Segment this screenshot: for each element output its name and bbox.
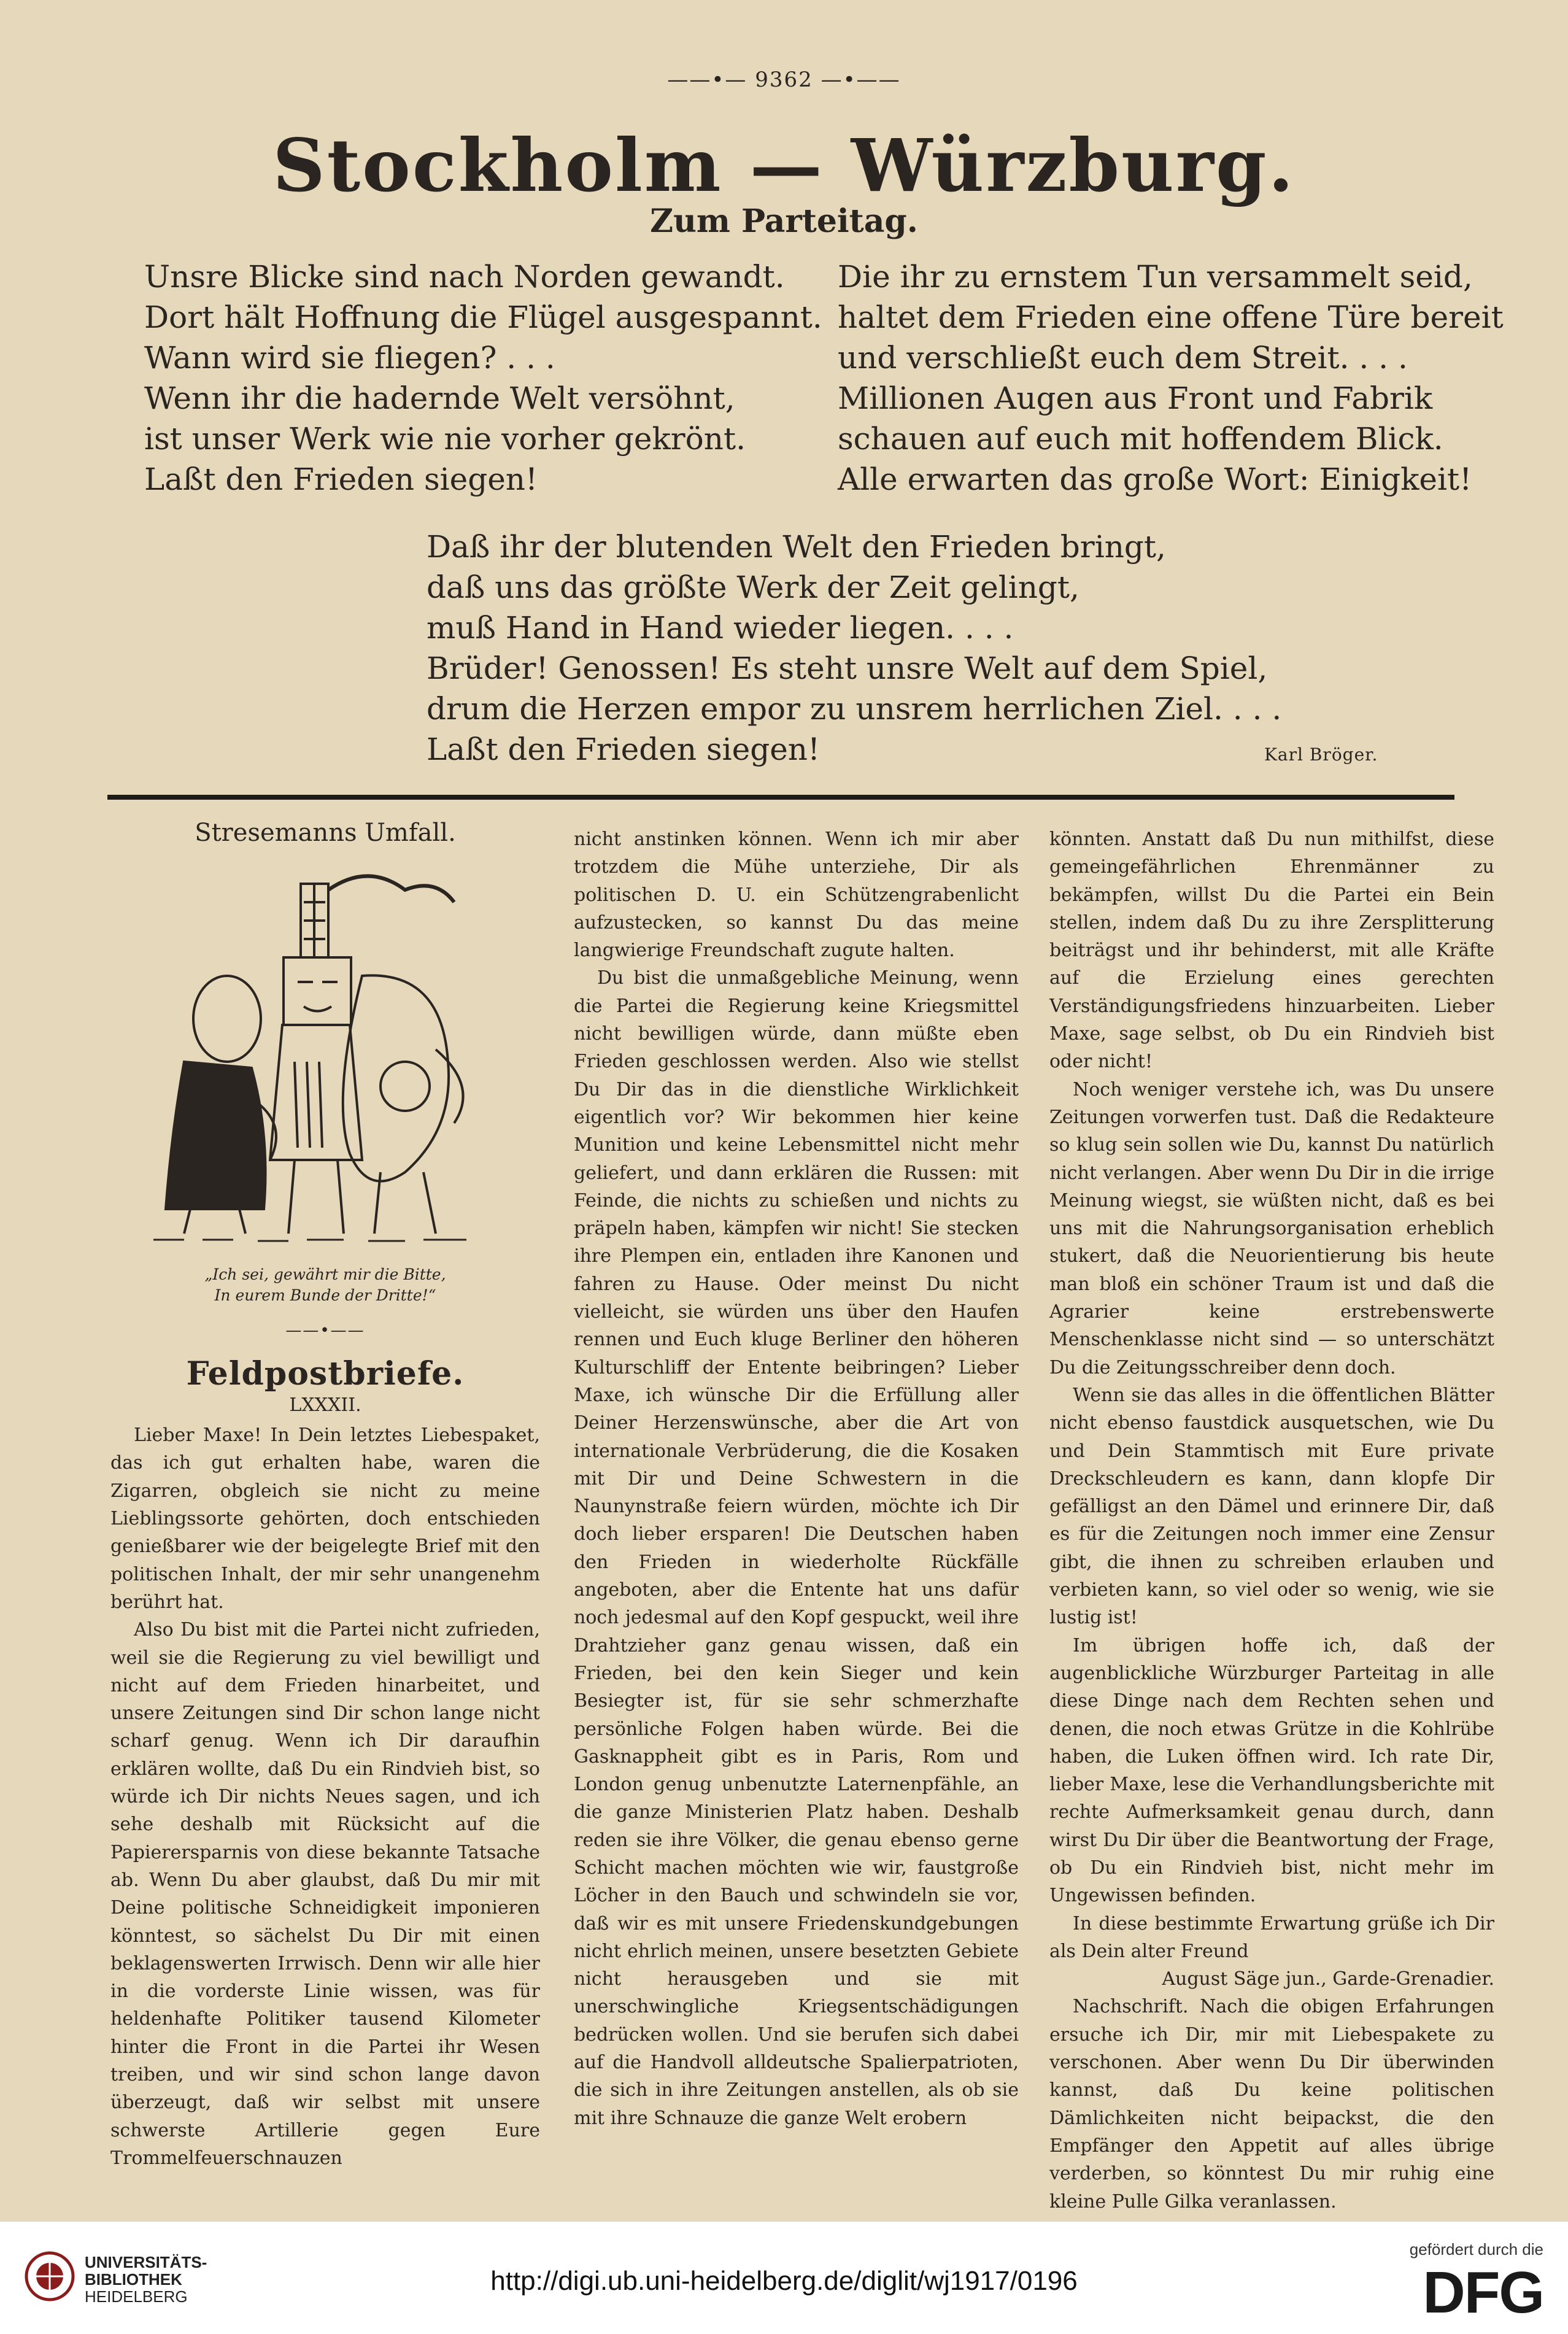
cartoon-title: Stresemanns Umfall. xyxy=(195,819,456,847)
poem-line: Wenn ihr die hadernde Welt versöhnt, xyxy=(144,381,735,416)
section-divider xyxy=(107,795,1454,800)
letter-paragraph: Im übrigen hoffe ich, daß der augenblickliche Würzburger Parteitag in alle diese Dinge nach dem Rechten sehen und denen, die noch etwas Grütze in die Kohlrübe haben, die Luken öffnen wird. Ich rate Dir, lieber Maxe, lese die Verhandlungsberichte mit rechte Aufmerksamkeit genau durch, dann wirst Du Dir über die Beantwortung der Frage, ob Du ein Rindvieh bist, nicht mehr im Ungewissen befinden. xyxy=(1049,1634,1494,1907)
poem-line: schauen auf euch mit hoffendem Blick. xyxy=(838,421,1443,457)
poem-line: Laßt den Frieden siegen! xyxy=(427,732,821,767)
poem-line: haltet dem Frieden eine offene Türe bereit xyxy=(838,299,1504,335)
column-3 xyxy=(1049,825,1494,2216)
letter-number: LXXXII. xyxy=(289,1394,361,1416)
poem-line: muß Hand in Hand wieder liegen. . . . xyxy=(427,610,1014,646)
page-number-text: 9362 xyxy=(755,68,813,92)
poem-line: Die ihr zu ernstem Tun versammelt seid, xyxy=(838,259,1473,295)
poem-line: Millionen Augen aus Front und Fabrik xyxy=(838,381,1433,416)
ornament-left: ——•— xyxy=(667,68,747,92)
letter-paragraph: Also Du bist mit die Partei nicht zufrieden, weil sie die Regierung zu viel bewilligt und nicht auf dem Frieden hinarbeitet, und unsere Zeitungen sind Dir schon lange nicht scharf genug. Wenn ich Dir daraufhin erklären wollte, daß Du ein Rindvieh bist, so würde ich Dir nichts Neues sagen, und ich sehe deshalb mit Rücksicht auf die Papierersparnis von diese bekannte Tatsache ab. Wenn Du aber glaubst, daß Du mir mit Deine politische Schneidigkeit imponieren könntest, so sächelst Du Dir mit einen beklagenswerten Irrwisch. Denn wir alle hier in die vorderste Linie wissen, was für heldenhafte Politiker tausend Kilometer hinter die Front in die Partei ihr Wesen treiben, und wir sind schon lange davon überzeugt, daß wir selbst mit unsere schwerste Artillerie gegen Eure Trommelfeuerschnauzen xyxy=(110,1619,540,2169)
letter-paragraph: Wenn sie das alles in die öffentlichen Blätter nicht ebenso faustdick ausquetschen, wie Du und Dein Stammtisch mit Eure private Dreckschleudern es kann, dann klopfe Dir gefälligst an den Dämel und erinnere Dir, daß es für die Zeitungen noch immer eine Zensur gibt, die ihnen zu schreiben erlauben und verbieten kann, so viel oder so wenig, wie sie lustig ist! xyxy=(1049,1384,1494,1629)
poem-line: Daß ihr der blutenden Welt den Frieden bringt, xyxy=(427,529,1166,565)
funded-by-label: gefördert durch die xyxy=(1409,2240,1543,2259)
letter-paragraph: nicht anstinken können. Wenn ich mir aber trotzdem die Mühe unterziehe, Dir als politischen D. U. ein Schützengrabenlicht aufzustecken, so kannst Du das meine langwierige Freundschaft zugute halten. xyxy=(574,829,1019,962)
poem-stanza-2 xyxy=(838,257,1504,500)
left-figure-head xyxy=(193,976,261,1062)
box-head xyxy=(284,957,351,1025)
poem-title: Stockholm — Würzburg. xyxy=(272,123,1296,208)
letter-signature: August Säge jun., Garde-Grenadier. xyxy=(1162,1968,1494,1990)
cartoon-caption-line: „Ich sei, gewährt mir die Bitte, xyxy=(204,1266,446,1284)
letter-paragraph: Noch weniger verstehe ich, was Du unsere Zeitungen vorwerfen tust. Daß die Redakteure so klug sein sollen wie Du, kannst Du natürlich nicht verlangen. Aber wenn Du Dir in die irrige Meinung wiegst, sie wüßten nicht, daß es bei uns mit die Nahrungsorganisation erheblich stukert, daß die Neuorientierung bis heute man bloß ein schöner Traum ist und daß die Agrarier keine erstrebenswerte Menschenklasse nicht sind — so unterschätzt Du die Zeitungsschreiber denn doch. xyxy=(1049,1078,1494,1378)
poem-stanza-3 xyxy=(427,527,1281,770)
cartoon-illustration xyxy=(147,865,503,1258)
chimney-smoke xyxy=(328,876,454,903)
dfg-logo[interactable]: DFG xyxy=(1423,2260,1543,2325)
column-2 xyxy=(574,825,1019,2132)
library-name-line: HEIDELBERG xyxy=(85,2287,188,2306)
ornament-divider: ——•—— xyxy=(285,1321,365,1340)
letter-paragraph: Lieber Maxe! In Dein letztes Liebespaket, das ich gut erhalten habe, waren die Zigarren, obgleich sie nicht zu meine Lieblingssorte gehörten, doch entschieden genießbarer wie der beigelegte Brief mit den politischen Inhalt, der mir sehr unangenehm berührt hat. xyxy=(110,1424,540,1613)
library-name-line: UNIVERSITÄTS- xyxy=(85,2253,207,2271)
poem-line: und verschließt euch dem Streit. . . . xyxy=(838,340,1408,376)
poem-line: Unsre Blicke sind nach Norden gewandt. xyxy=(144,259,785,295)
permalink-url[interactable]: http://digi.ub.uni-heidelberg.de/diglit/wj1917/0196 xyxy=(490,2266,1078,2296)
poem-line: Brüder! Genossen! Es steht unsre Welt auf dem Spiel, xyxy=(427,651,1268,686)
poem-line: Alle erwarten das große Wort: Einigkeit! xyxy=(838,462,1472,497)
poem-author: Karl Bröger. xyxy=(1264,744,1378,765)
poem-stanza-1 xyxy=(144,257,822,500)
poem-subtitle: Zum Parteitag. xyxy=(650,203,918,240)
footer-bar xyxy=(0,2222,1568,2334)
poem-line: Wann wird sie fliegen? . . . xyxy=(144,340,555,376)
right-figure-body xyxy=(343,976,449,1181)
poem-line: ist unser Werk wie nie vorher gekrönt. xyxy=(144,421,746,457)
cartoon-caption xyxy=(110,1264,540,1306)
letter-paragraph: In diese bestimmte Erwartung grüße ich Dir als Dein alter Freund xyxy=(1049,1912,1494,1962)
poem-line: daß uns das größte Werk der Zeit gelingt, xyxy=(427,570,1079,605)
cartoon-caption-line: In eurem Bunde der Dritte!“ xyxy=(214,1286,436,1305)
letter-paragraph: Du bist die unmaßgebliche Meinung, wenn die Partei die Regierung keine Kriegsmittel nicht bewilligen würde, dann müßte eben Frieden geschlossen werden. Also wie stellst Du Dir das in die dienstliche Wirklichkeit eigentlich vor? Wir bekommen hier keine Munition und keine Lebensmittel nicht mehr geliefert, und dann erklären die Russen: mit Feinde, die nichts zu schießen und nichts zu präpeln haben, kämpfen wir nicht! Sie stecken ihre Plempen ein, entladen ihre Kanonen und fahren zu Hause. Oder meinst Du nicht vielleicht, sie würden uns über den Haufen rennen und Euch kluge Berliner den höheren Kulturschliff der Entente beibringen? Lieber Maxe, ich wünsche Dir die Erfüllung aller Deiner Herzenswünsche, aber die Art von internationale Verbrüderung, die die Kosaken mit Dir und Deine Schwestern in die Naunynstraße feiern würden, möchte ich Dir doch lieber ersparen! Die Deutschen haben den Frieden in wiederholte Rückfälle angeboten, aber die Entente hat uns dafür noch jedesmal auf den Kopf gespuckt, weil ihre Drahtzieher ganz genau wissen, daß ein Frieden, bei den kein Sieger und kein Besiegter ist, für sie sehr schmerzhafte persönliche Folgen haben würde. Bei die Gasknappheit gibt es in Paris, Rom und London genug unbenutzte Laternenpfähle, an die ganze Ministerien Platz haben. Deshalb reden sie ihre Völker, die genau ebenso gerne Schicht machen möchten wie wir, faustgroße Löcher in den Bauch und schwindeln sie vor, daß wir es mit unsere Friedenskundgebungen nicht ehrlich meinen, unsere besetzten Gebiete nicht herausgeben und sie mit unerschwingliche Kriegsentschädigungen bedrücken wollen. Und sie berufen sich dabei auf die Handvoll alldeutsche Spalierpatrioten, die sich in ihre Zeitungen anstellen, als ob sie mit ihre Schnauze die ganze Welt erobern xyxy=(574,967,1019,2129)
letter-postscript: Nachschrift. Nach die obigen Erfahrungen ersuche ich Dir, mir mit Liebespakete zu verschonen. Aber wenn Du Dir überwinden kannst, daß Du keine politischen Dämlichkeiten nicht beipackst, die den Empfänger den Appetit auf alles übrige verderben, so könntest Du mir ruhig eine kleine Pulle Gilka veranlassen. xyxy=(1049,1996,1494,2212)
poem-line: drum die Herzen empor zu unsrem herrlichen Ziel. . . . xyxy=(427,691,1282,727)
left-figure-body xyxy=(166,1062,266,1209)
page-number xyxy=(0,68,1568,92)
poem-line: Dort hält Hoffnung die Flügel ausgespannt. xyxy=(144,299,822,335)
ground-line xyxy=(153,1240,466,1241)
section-title: Feldpostbriefe. xyxy=(186,1354,465,1393)
poem-line: Laßt den Frieden siegen! xyxy=(144,462,538,497)
letter-paragraph: könnten. Anstatt daß Du nun mithilfst, diese gemeingefährlichen Ehrenmänner zu bekämpfen, willst Du die Partei ein Bein stellen, indem daß Du zu ihre Zersplitterung beiträgst und ihr behinderst, mit alle Kräfte auf die Erzielung eines gerechten Verständigungsfriedens hinzuarbeiten. Lieber Maxe, sage selbst, ob Du ein Rindvieh bist oder nicht! xyxy=(1049,829,1494,1073)
column-1 xyxy=(110,819,540,2172)
ornament-right: —•—— xyxy=(821,68,901,92)
library-name-line: BIBLIOTHEK xyxy=(85,2270,182,2289)
right-figure-head xyxy=(380,1062,430,1111)
